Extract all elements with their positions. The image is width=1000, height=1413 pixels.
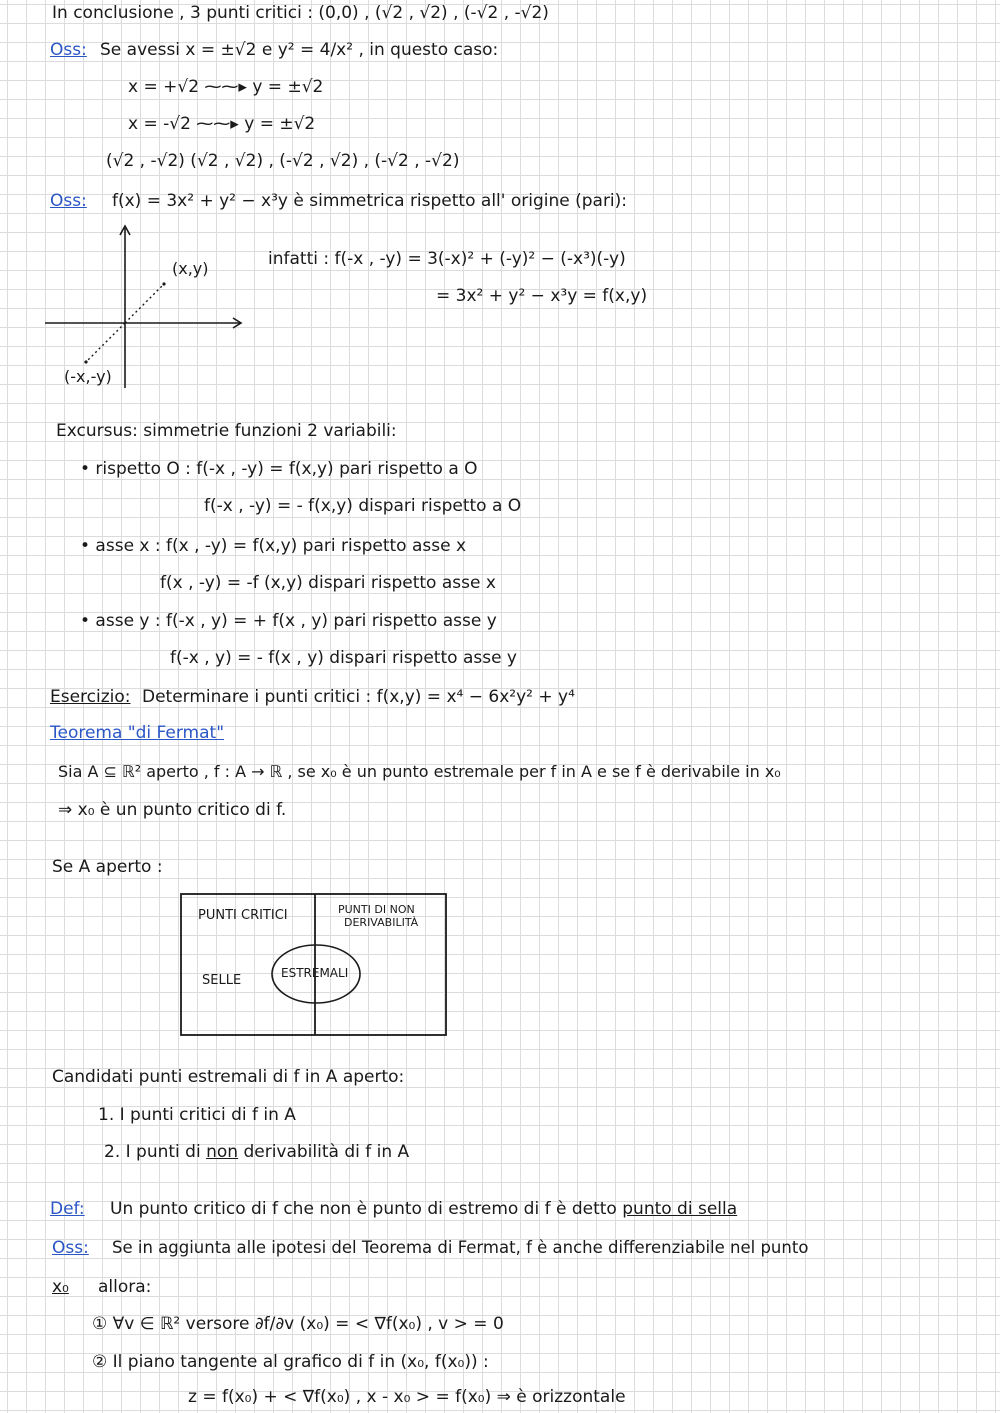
tangent-plane-statement: ② Il piano tangente al grafico di f in (x₀, f(x₀)) : xyxy=(92,1352,489,1372)
conclusion-critical-points: In conclusione , 3 punti critici : (0,0) , (√2 , √2) , (-√2 , -√2) xyxy=(52,3,549,23)
oss-label-2: Oss: xyxy=(50,191,87,211)
candidate-2-suffix: derivabilità di f in A xyxy=(243,1142,410,1162)
venn-left-title: PUNTI CRITICI xyxy=(198,908,288,923)
point-label: (x,y) xyxy=(172,259,209,278)
saddle-definition-text: Un punto critico di f che non è punto di estremo di f è detto xyxy=(110,1199,617,1219)
x-axis-odd-rule: f(x , -y) = -f (x,y) dispari rispetto asse x xyxy=(160,573,496,593)
se-a-aperto: Se A aperto : xyxy=(52,857,163,877)
negative-point-label: (-x,-y) xyxy=(64,367,112,386)
fermat-hypothesis: Sia A ⊆ ℝ² aperto , f : A → ℝ , se x₀ è un punto estremale per f in A e se f è derivabile in x₀ xyxy=(58,762,781,781)
def-label: Def: xyxy=(50,1199,85,1219)
differentiable-remark: Se in aggiunta alle ipotesi del Teorema di Fermat, f è anche differenziabile nel punto xyxy=(112,1238,809,1257)
origin-even-rule: • rispetto O : f(-x , -y) = f(x,y) pari rispetto a O xyxy=(80,459,478,479)
four-points-list: (√2 , -√2) (√2 , √2) , (-√2 , √2) , (-√2 , -√2) xyxy=(106,151,460,171)
candidate-2-underlined: non xyxy=(206,1142,239,1162)
oss-label-3: Oss: xyxy=(52,1238,89,1258)
y-axis-odd-rule: f(-x , y) = - f(x , y) dispari rispetto asse y xyxy=(170,648,517,668)
y-axis-even-rule: • asse y : f(-x , y) = + f(x , y) pari rispetto asse y xyxy=(80,611,497,631)
allora-text: allora: xyxy=(98,1277,152,1297)
oss-label-1: Oss: xyxy=(50,40,87,60)
candidates-heading: Candidati punti estremali di f in A aperto: xyxy=(52,1067,405,1087)
candidate-non-differentiable xyxy=(104,1141,409,1163)
infatti-computation: infatti : f(-x , -y) = 3(-x)² + (-y)² − (-x³)(-y) xyxy=(268,249,626,269)
esercizio-label: Esercizio: xyxy=(50,687,131,707)
symmetry-statement: f(x) = 3x² + y² − x³y è simmetrica rispetto all' origine (pari): xyxy=(112,191,628,211)
infatti-result: = 3x² + y² − x³y = f(x,y) xyxy=(436,286,648,306)
tangent-plane-horizontal: z = f(x₀) + < ∇f(x₀) , x - x₀ > = f(x₀) ⇒ è orizzontale xyxy=(188,1387,626,1407)
saddle-point-term: punto di sella xyxy=(622,1199,738,1219)
x0-symbol: x₀ xyxy=(52,1277,69,1297)
venn-right-title-line2: DERIVABILITÀ xyxy=(344,916,419,929)
case-x-positive: x = +√2 ⁓⁓▸ y = ±√2 xyxy=(128,77,324,97)
venn-selle-label: SELLE xyxy=(202,973,242,988)
venn-right-title-line1: PUNTI DI NON xyxy=(338,903,415,916)
candidate-critical-points: 1. I punti critici di f in A xyxy=(98,1105,296,1125)
oss-hypothesis-text: Se avessi x = ±√2 e y² = 4/x² , in questo caso: xyxy=(100,40,499,60)
fermat-theorem-title: Teorema "di Fermat" xyxy=(50,723,225,743)
case-x-negative: x = -√2 ⁓⁓▸ y = ±√2 xyxy=(128,114,316,134)
venn-estremali-label: ESTREMALI xyxy=(281,966,349,980)
directional-derivative-zero: ① ∀v ∈ ℝ² versore ∂f/∂v (x₀) = < ∇f(x₀) , v > = 0 xyxy=(92,1314,504,1334)
excursus-heading: Excursus: simmetrie funzioni 2 variabili: xyxy=(56,421,397,441)
fermat-thesis: ⇒ x₀ è un punto critico di f. xyxy=(58,800,287,820)
esercizio-text: Determinare i punti critici : f(x,y) = x⁴ − 6x²y² + y⁴ xyxy=(142,687,575,707)
x-axis-even-rule: • asse x : f(x , -y) = f(x,y) pari rispetto asse x xyxy=(80,536,467,556)
saddle-definition xyxy=(110,1198,737,1220)
candidate-2-prefix: 2. I punti di xyxy=(104,1142,201,1162)
origin-odd-rule: f(-x , -y) = - f(x,y) dispari rispetto a O xyxy=(204,496,522,516)
